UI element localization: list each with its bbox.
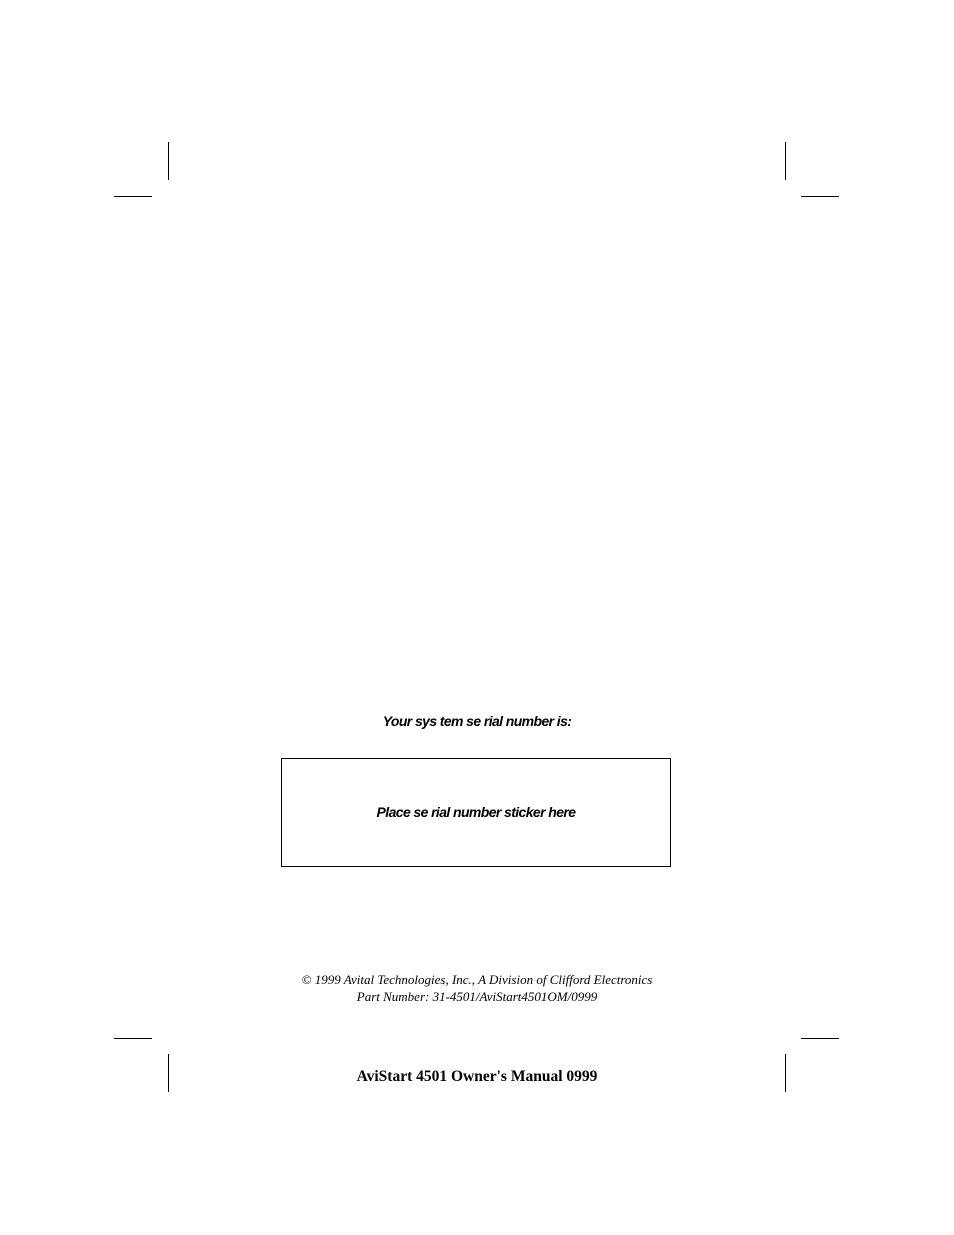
- manual-footer-title: AviStart 4501 Owner's Manual 0999: [356, 1068, 598, 1085]
- crop-mark-bottom-right-horizontal: [801, 1038, 839, 1039]
- serial-sticker-placeholder: Place se rial number sticker here: [376, 804, 576, 820]
- copyright-line: © 1999 Avital Technologies, Inc., A Division of Clifford Electronics: [301, 972, 653, 987]
- part-number-line: Part Number: 31-4501/AviStart4501OM/0999: [356, 989, 598, 1004]
- crop-mark-top-left-vertical: [168, 142, 169, 180]
- crop-mark-bottom-left-horizontal: [114, 1038, 152, 1039]
- crop-mark-top-right-vertical: [785, 142, 786, 180]
- serial-sticker-box: [281, 758, 671, 867]
- serial-number-label: Your sys tem se rial number is:: [382, 713, 572, 729]
- copyright-block: [0, 971, 954, 1005]
- crop-mark-top-left-horizontal: [114, 196, 152, 197]
- crop-mark-top-right-horizontal: [801, 196, 839, 197]
